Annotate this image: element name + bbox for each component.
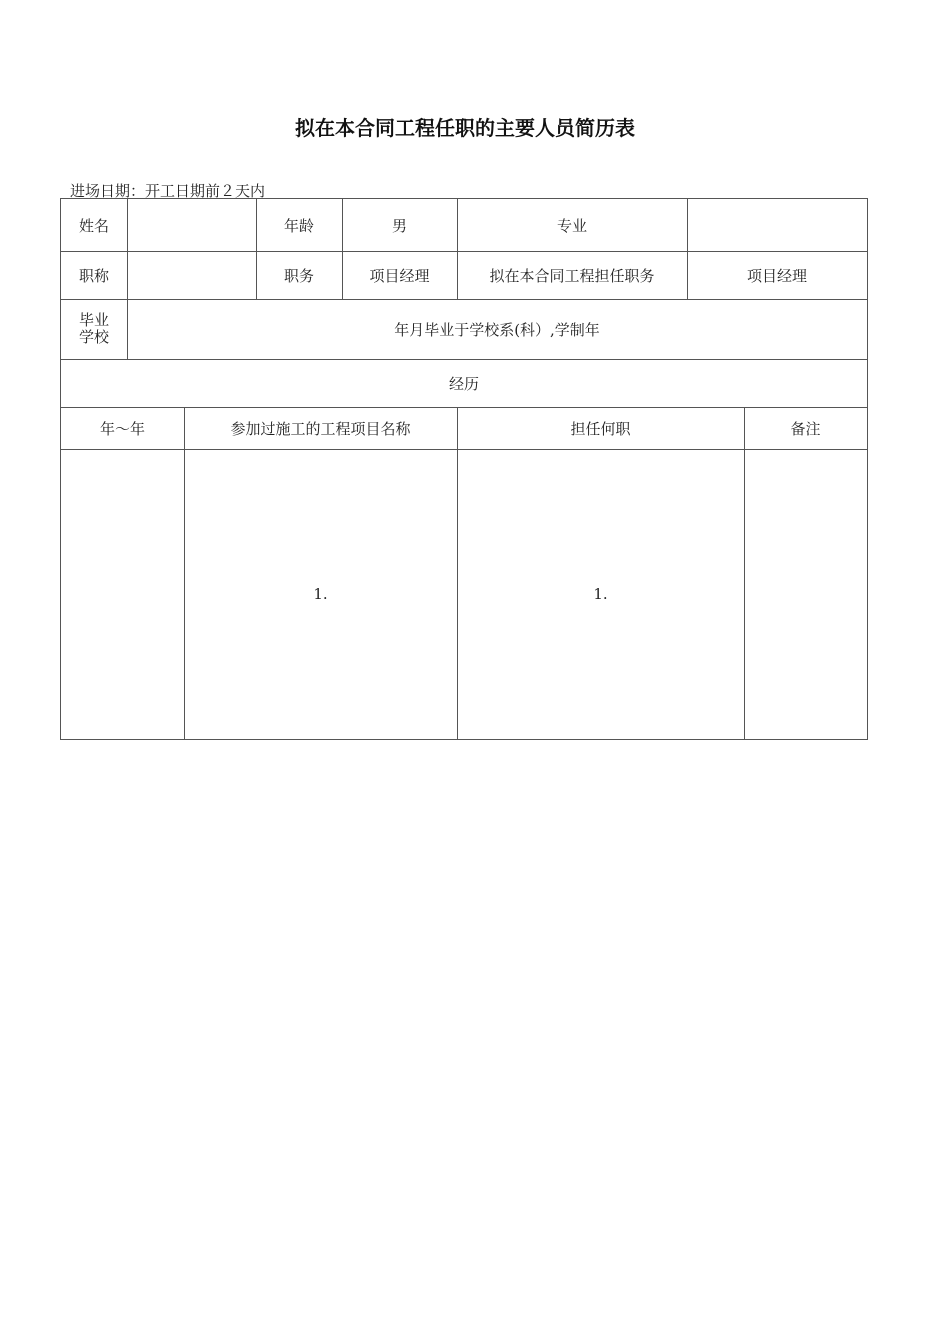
experience-years bbox=[61, 449, 184, 739]
column-header-years: 年～年 bbox=[99, 419, 145, 438]
school-label-line1: 毕业 bbox=[78, 311, 109, 329]
experience-project: 1. bbox=[313, 585, 328, 603]
position-label: 职务 bbox=[283, 266, 314, 285]
gender-value: 男 bbox=[391, 216, 407, 235]
title-value bbox=[127, 251, 256, 299]
school-label-line2: 学校 bbox=[78, 328, 109, 346]
experience-note bbox=[744, 449, 867, 739]
major-label: 专业 bbox=[556, 216, 587, 235]
title-label: 职称 bbox=[78, 266, 109, 285]
school-value: 年月毕业于学校系(科）,学制年 bbox=[394, 320, 600, 339]
experience-heading: 经历 bbox=[448, 374, 479, 393]
entry-date: 进场日期：开工日期前２天内 bbox=[70, 182, 266, 200]
age-label: 年龄 bbox=[283, 216, 314, 235]
proposed-position-label: 拟在本合同工程担任职务 bbox=[489, 266, 655, 285]
page-title: 拟在本合同工程任职的主要人员简历表 bbox=[295, 116, 635, 140]
major-value bbox=[687, 199, 867, 251]
proposed-position-value: 项目经理 bbox=[746, 266, 807, 285]
column-header-project: 参加过施工的工程项目名称 bbox=[230, 419, 411, 438]
name-value bbox=[127, 199, 256, 251]
column-header-role: 担任何职 bbox=[570, 419, 631, 438]
resume-table bbox=[60, 198, 868, 740]
name-label: 姓名 bbox=[78, 216, 109, 235]
experience-role: 1. bbox=[593, 585, 608, 603]
position-value: 项目经理 bbox=[369, 266, 430, 285]
column-header-note: 备注 bbox=[790, 419, 821, 438]
school-label bbox=[61, 299, 127, 359]
